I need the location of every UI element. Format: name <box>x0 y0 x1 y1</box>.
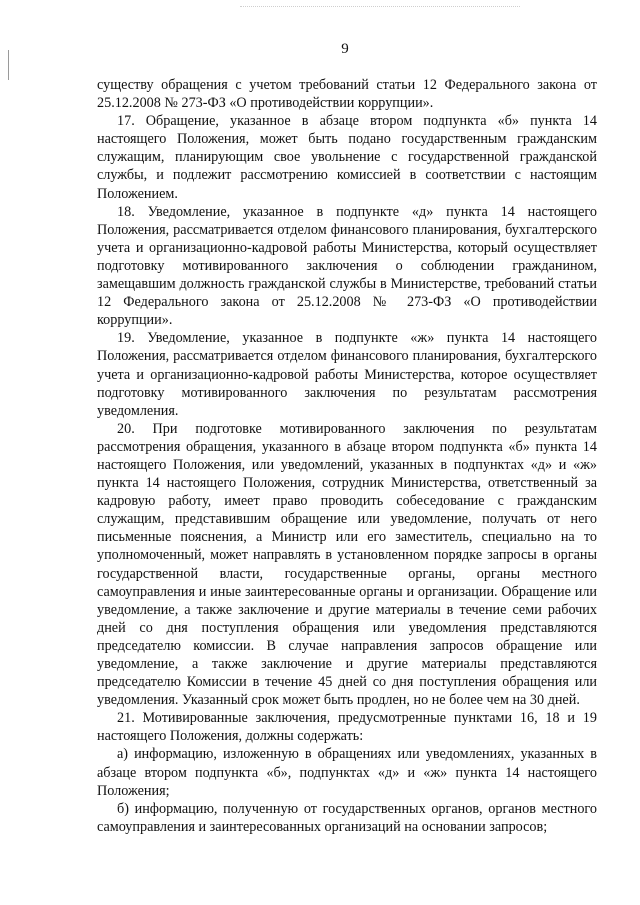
paragraph-18: 18. Уведомление, указанное в подпункте «д» пункта 14 настоящего Положения, рассматривается отделом финансового планирования, бухгалтерского учета и организационно-кадровой работы Министерства, который осуществляет подготовку мотивированного заключения о соблюдении гражданином, замещавшим должность гражданской службы в Министерстве, требований статьи 12 Федерального закона от 25.12.2008 № 273-ФЗ «О противодействии коррупции». <box>97 203 597 329</box>
document-body <box>97 76 597 836</box>
paragraph-21-a: а) информацию, изложенную в обращениях или уведомлениях, указанных в абзаце втором подпункта «б», подпунктах «д» и «ж» пункта 14 настоящего Положения; <box>97 746 597 799</box>
scan-artifact <box>240 6 520 8</box>
paragraph-19: 19. Уведомление, указанное в подпункте «ж» пункта 14 настоящего Положения, рассматривается отделом финансового планирования, бухгалтерского учета и организационно-кадровой работы Министерства, которое осуществляет подготовку мотивированного заключения по результатам рассмотрения уведомления. <box>97 330 597 419</box>
paragraph-continuation: существу обращения с учетом требований статьи 12 Федерального закона от 25.12.2008 № 273-ФЗ «О противодействии коррупции». <box>97 77 597 112</box>
page-number: 9 <box>341 41 349 57</box>
paragraph-21: 21. Мотивированные заключения, предусмотренные пунктами 16, 18 и 19 настоящего Положения, должны содержать: <box>97 710 597 745</box>
paragraph-20: 20. При подготовке мотивированного заключения по результатам рассмотрения обращения, указанного в абзаце втором подпункта «б» пункта 14 настоящего Положения, или уведомлений, указанных в подпунктах «д» и «ж» пункта 14 настоящего Положения, сотрудник Министерства, ответственный за кадровую работу, имеет право проводить собеседование с гражданским служащим, представившим обращение или уведомление, получать от него письменные пояснения, а Министр или его заместитель, специально на то уполномоченный, может направлять в установленном порядке запросы в органы государственной власти, государственные органы, органы местного самоуправления и иные заинтересованные органы и организации. Обращение или уведомление, а также заключение и другие материалы в течение семи рабочих дней со дня поступления обращения или уведомления представляются председателю комиссии. В случае направления запросов обращение или уведомление, а также заключение и другие материалы представляются председателю Комиссии в течение 45 дней со дня поступления обращения или уведомления. Указанный срок может быть продлен, но не более чем на 30 дней. <box>97 420 597 709</box>
paragraph-21-b: б) информацию, полученную от государственных органов, органов местного самоуправления и заинтересованных организаций на основании запросов; <box>97 800 597 835</box>
paragraph-17: 17. Обращение, указанное в абзаце втором подпункта «б» пункта 14 настоящего Положения, может быть подано государственным гражданским служащим, планирующим свое увольнение с государственной гражданской службы, и подлежит рассмотрению комиссией в соответствии с настоящим Положением. <box>97 113 597 202</box>
